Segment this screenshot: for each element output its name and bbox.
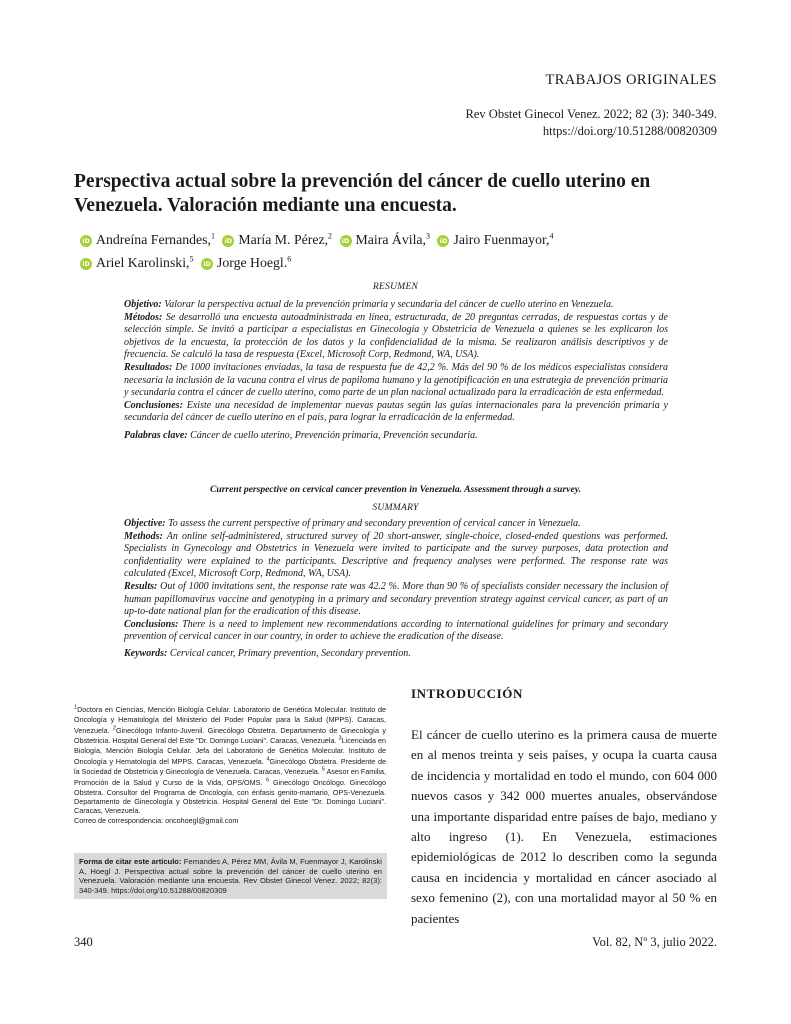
author-item[interactable]	[80, 232, 215, 247]
affiliation-text: Licenciada en Biología, Mención Biología Celular. Jefa del Laboratorio de Genética Molecular. Instituto de Oncología y Hematología del MPPS. Caracas, Venezuela.	[74, 736, 387, 766]
palabras-clave-text: Cáncer de cuello uterino, Prevención primaria, Prevención secundaria.	[187, 429, 478, 441]
results-text: Out of 1000 invitations sent, the response rate was 42.2 %. More than 90 % of specialists consider necessary the inclusion of human papillomavirus vaccine and genotyping in a primary and secondary prevention strategy against cervical cancer, as part of an up-to-date national plan for the eradication of this disease.	[124, 580, 668, 618]
author-item[interactable]	[222, 232, 332, 247]
article-title	[74, 170, 724, 218]
cite-as-text: Fernandes A, Pérez MM, Ávila M, Fuenmayor J, Karolinski A, Hoegl J. Perspectiva actual sobre la prevención del cáncer de cuello uterino en Venezuela. Valoración mediante una encuesta. Rev Obstet Ginecol Venez. 2022; 82(3): 340-349. https://doi.org/10.51288/00820309	[79, 857, 382, 895]
correspondence-email[interactable]: Correo de correspondencia: oncohoegl@gmail.com	[74, 815, 239, 825]
orcid-icon[interactable]: iD	[80, 258, 92, 270]
orcid-icon[interactable]: iD	[437, 235, 449, 247]
palabras-clave-label: Palabras clave:	[124, 429, 188, 441]
conclusions-label: Conclusions:	[124, 618, 179, 630]
metodos-text: Se desarrolló una encuesta autoadministrada en línea, estructurada, de 20 preguntas cerradas, de respuestas cortas y de selección simple. Se invitó a participar a especialistas en Ginecología y Obstetricia de Venezuela a quienes se les explicaron los objetivos de la encuesta, la protección de los datos y la confidencialidad de la misma. Se realizaron análisis descriptivos y de frecuencia. Se calculó la tasa de respuesta (Excel, Microsoft Corp, Redmond, WA, USA).	[124, 311, 668, 361]
author-item[interactable]	[340, 232, 431, 247]
summary-keywords	[124, 648, 668, 661]
cite-as-label: Forma de citar este artículo:	[79, 857, 182, 866]
affiliation-sup: 4	[266, 756, 270, 763]
author-item[interactable]	[80, 255, 194, 270]
resumen-heading: RESUMEN	[372, 282, 419, 292]
summary-objective	[124, 518, 668, 531]
doi-link[interactable]: https://doi.org/10.51288/00820309	[542, 124, 717, 138]
conclusiones-text: Existe una necesidad de implementar nuevas pautas según las guías internacionales para la prevención primaria y secundaria del cáncer de cuello uterino en el país, para lograr la erradicación de la enfermedad.	[124, 399, 668, 424]
author-affil-sup: 2	[328, 231, 333, 240]
orcid-icon[interactable]: iD	[80, 235, 92, 247]
affiliation-sup: 5	[321, 767, 325, 773]
keywords-text: Cervical cancer, Primary prevention, Secondary prevention.	[167, 647, 411, 659]
metodos-label: Métodos:	[124, 311, 163, 323]
author-list	[80, 226, 720, 273]
orcid-icon[interactable]: iD	[201, 258, 213, 270]
summary-methods	[124, 531, 668, 581]
author-item[interactable]	[201, 255, 291, 270]
resumen-objetivo	[124, 299, 668, 312]
article-title-line-2: Venezuela. Valoración mediante una encuesta.	[74, 195, 457, 216]
orcid-icon[interactable]: iD	[340, 235, 352, 247]
keywords-label: Keywords:	[124, 647, 168, 659]
author-name: Andreína Fernandes,	[96, 231, 211, 247]
methods-text: An online self-administered, structured survey of 20 short-answer, single-choice, closed-ended questions was performed. Specialists in Gynecology and Obstetrics in Venezuela were invited to participate and the survey purposes, data protection and confidentiality were explained to the participants. Descriptive and frequency analyses were performed. The response rate was calculated (Excel, Microsoft Corp, Redmond, WA, USA).	[124, 530, 668, 580]
journal-citation: Rev Obstet Ginecol Venez. 2022; 82 (3): 340-349.	[465, 107, 717, 121]
author-name: Jairo Fuenmayor,	[453, 231, 550, 247]
resumen-resultados	[124, 362, 668, 400]
methods-label: Methods:	[124, 530, 163, 542]
resumen-block	[124, 299, 668, 443]
author-affil-sup: 6	[287, 254, 292, 264]
affiliation-text: Asesor en Familia, Promoción de la Salud y Curso de la Vida, OPS/OMS.	[74, 767, 386, 788]
author-name: Ariel Karolinski,	[96, 255, 190, 271]
english-title: Current perspective on cervical cancer prevention in Venezuela. Assessment through a survey.	[209, 484, 582, 495]
affiliation-sup: 2	[112, 725, 116, 732]
cite-as-box	[74, 853, 387, 899]
objetivo-text: Valorar la perspectiva actual de la prevención primaria y secundaria del cáncer de cuello uterino en Venezuela.	[161, 299, 614, 310]
affiliation-text: Ginecólogo Obstetra. Presidente de la Sociedad de Obstetricia y Ginecología de Venezuela. Caracas, Venezuela.	[74, 756, 386, 777]
resumen-conclusiones	[124, 400, 668, 425]
author-name: María M. Pérez,	[238, 231, 329, 247]
results-label: Results:	[124, 580, 158, 592]
journal-citation-block	[466, 106, 717, 140]
affiliation-sup: 3	[338, 736, 342, 742]
affiliation-text: Ginecólogo Infanto-Juvenil. Ginecólogo Obstetra. Departamento de Ginecología y Obstetricia. Hospital General del Este "Dr. Domingo Luciani". Caracas, Venezuela.	[74, 725, 386, 746]
resultados-text: De 1000 invitaciones enviadas, la tasa de respuesta fue de 42,2 %. Más del 90 % de los médicos especialistas considera necesaria la inclusión de la vacuna contra el virus de papiloma humano y la genotipificación en una estrategia de prevención primaria y secundaria contra el cáncer de cuello uterino, como parte de un plan nacional actualizado para la erradicación de esta enfermedad.	[124, 361, 668, 399]
affiliations-footnote	[74, 704, 386, 825]
author-name: Jorge Hoegl.	[216, 255, 288, 271]
summary-block	[124, 518, 668, 661]
summary-results	[124, 581, 668, 619]
summary-conclusions	[124, 619, 668, 644]
resultados-label: Resultados:	[124, 361, 173, 373]
resumen-palabras-clave	[124, 430, 668, 443]
volume-info: Vol. 82, Nº 3, julio 2022.	[592, 935, 717, 949]
author-name: Maira Ávila,	[355, 231, 426, 247]
introduction-body: El cáncer de cuello uterino es la primera causa de muerte en al menos treinta y seis países, y ocupa la cuarta causa de incidencia y mortalidad en todo el mundo, con 604 000 nuevos casos y 342 000 muertes anuales, observándose una importante disparidad entre países de bajo, mediano y alto ingreso (1). En Venezuela, estimaciones epidemiológicas de 2012 lo describen como la segunda causa en incidencia y mortalidad en cáncer asociado al sexo femenino (2), con una mortalidad mayor al 50 % en pacientes	[411, 727, 717, 926]
author-line-2	[80, 250, 720, 274]
author-affil-sup: 1	[210, 231, 215, 240]
orcid-icon[interactable]: iD	[222, 235, 234, 247]
affiliation-sup: 6	[266, 777, 270, 784]
introduction-heading: INTRODUCCIÓN	[411, 686, 523, 701]
author-item[interactable]	[437, 232, 553, 247]
summary-heading: SUMMARY	[372, 503, 419, 513]
conclusions-text: There is a need to implement new recommendations according to international guidelines for primary and secondary prevention of cervical cancer in our country, in order to achieve the eradication of the disease.	[124, 618, 668, 643]
objective-text: To assess the current perspective of primary and secondary prevention of cervical cancer in Venezuela.	[165, 518, 581, 529]
objetivo-label: Objetivo:	[124, 299, 162, 310]
resumen-metodos	[124, 312, 668, 362]
author-line-1	[80, 226, 720, 250]
page-number: 340	[74, 935, 93, 949]
author-affil-sup: 4	[549, 231, 554, 240]
affiliation-sup: 1	[74, 705, 78, 711]
author-affil-sup: 3	[426, 231, 430, 240]
conclusiones-label: Conclusiones:	[124, 399, 183, 411]
author-affil-sup: 5	[189, 254, 194, 264]
affiliation-text: Doctora en Ciencias, Mención Biología Celular. Laboratorio de Genética Molecular. Instituto de Oncología y Hematología del Ministerio del Poder Popular para la Salud (MPPS). Caracas, Venezuela.	[74, 705, 386, 735]
affiliation-text: Ginecólogo Oncólogo. Ginecólogo Obstetra. Consultor del Programa de Oncología, con énfasis genito-mamario, OPS-Venezuela. Departamento de Ginecología y Obstetricia. Hospital General del Este "Dr. Domingo Luciani". Caracas, Venezuela.	[74, 778, 386, 816]
section-label: TRABAJOS ORIGINALES	[545, 72, 717, 88]
objective-label: Objective:	[124, 518, 166, 529]
article-title-line-1: Perspectiva actual sobre la prevención del cáncer de cuello uterino en	[74, 171, 651, 192]
